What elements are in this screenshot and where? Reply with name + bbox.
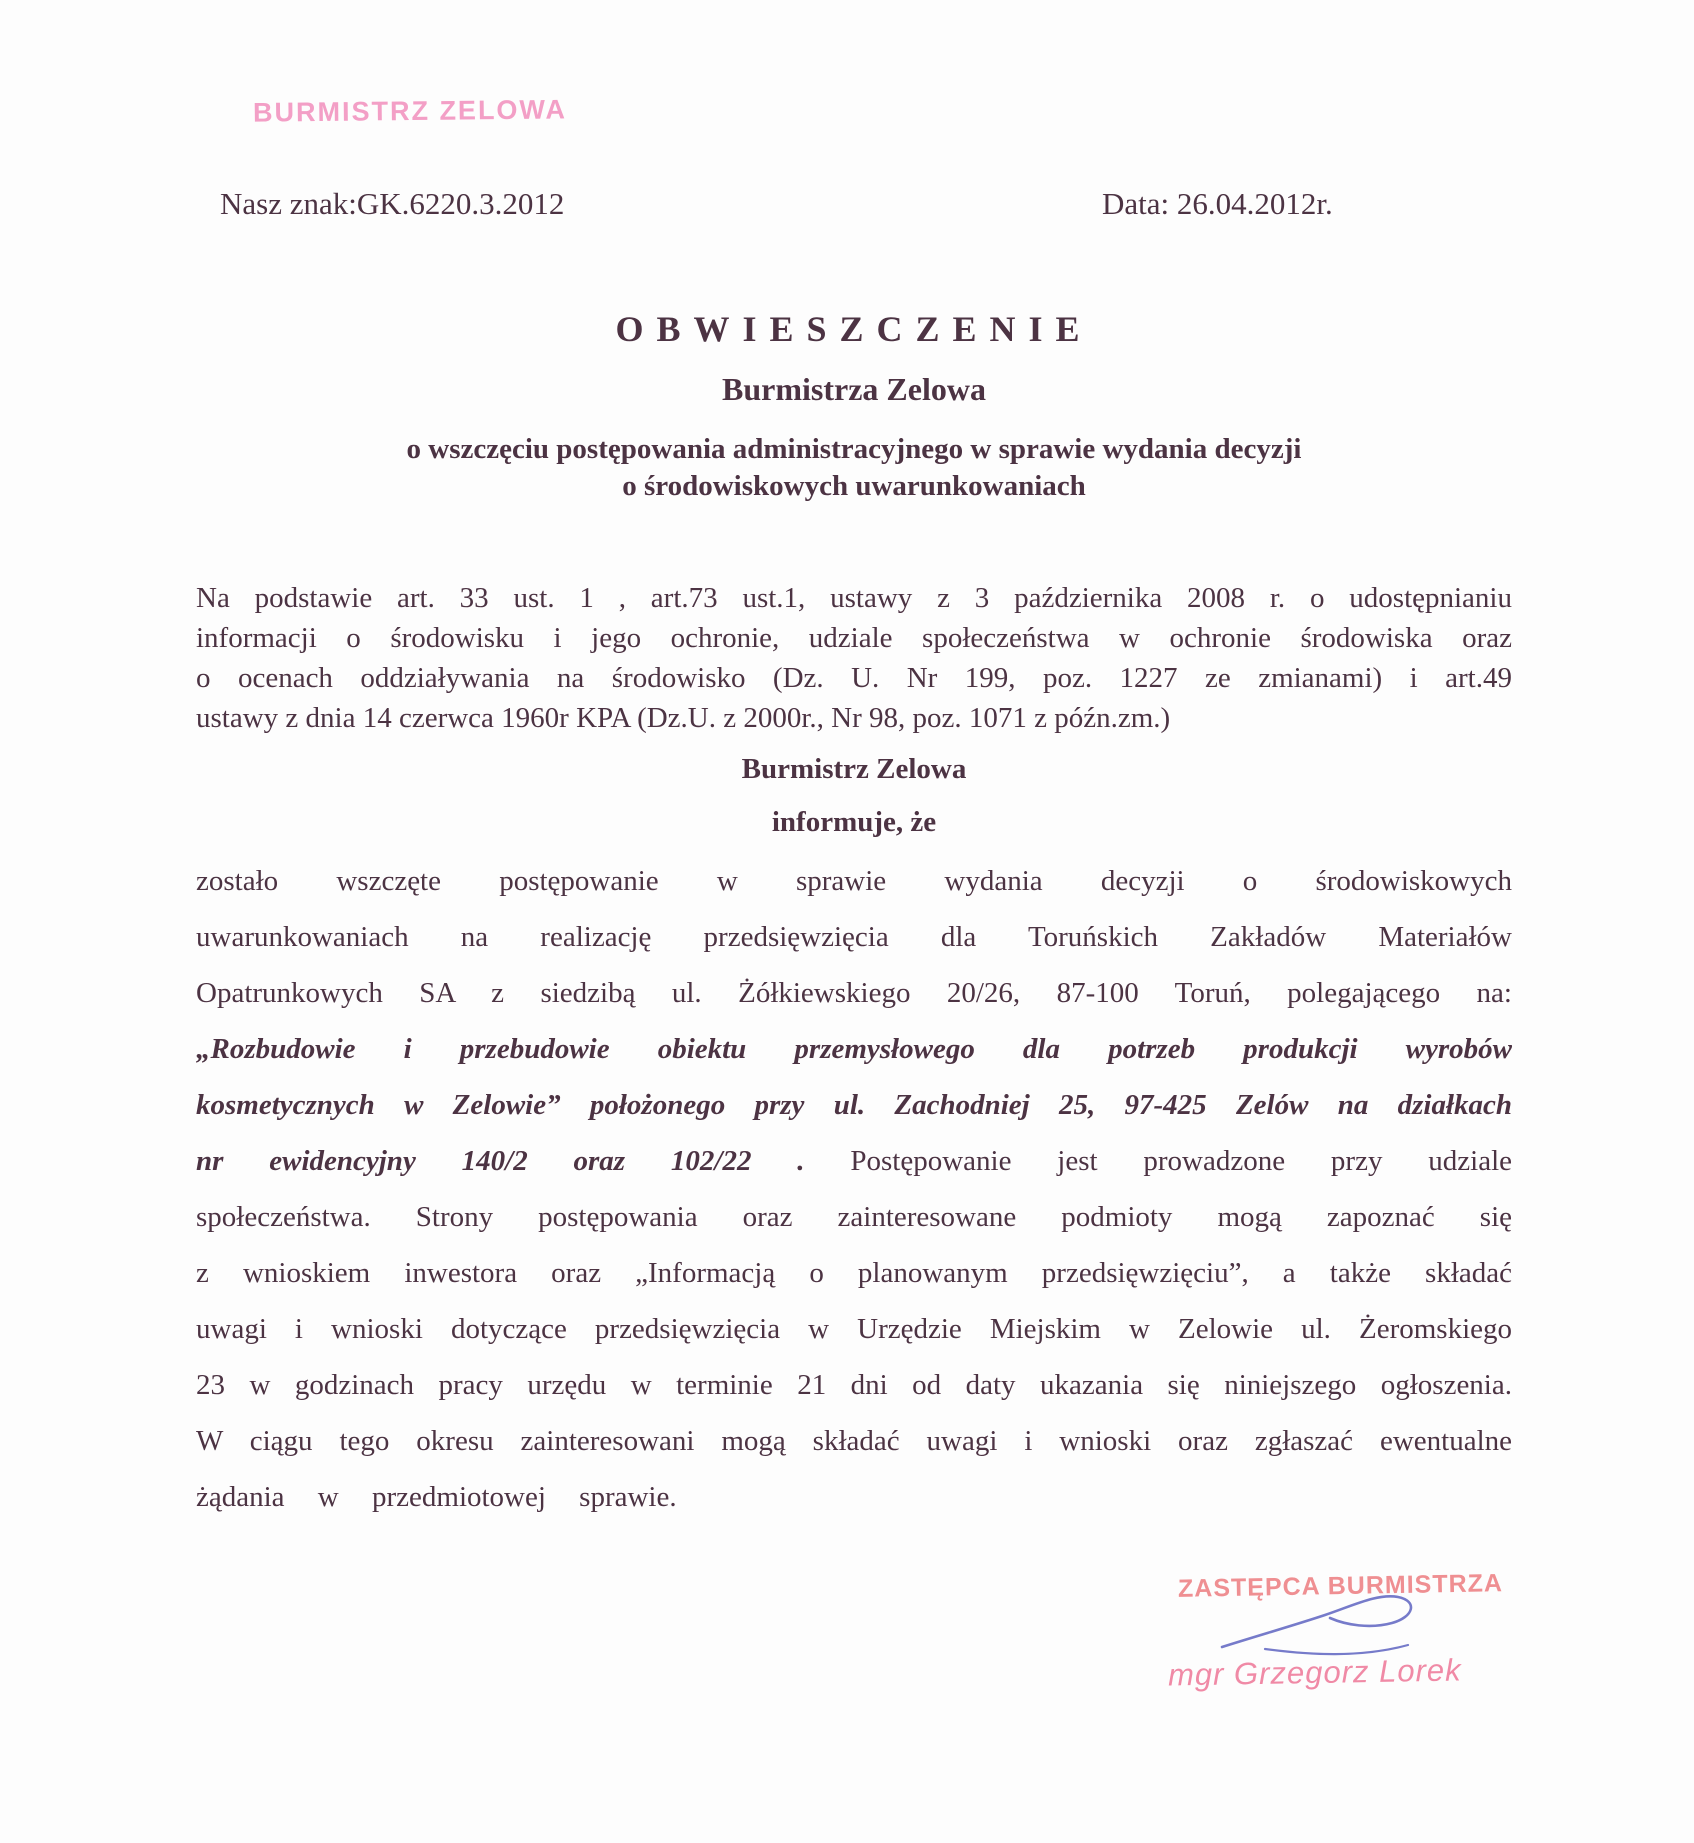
body-line: [196, 1469, 1512, 1525]
body-text-segment: o ocenach oddziaływania na środowisko (Dz. U. Nr 199, poz. 1227 ze zmianami) i art.49: [196, 662, 1512, 694]
legal-line: [196, 698, 1512, 738]
body-text-segment: Opatrunkowych SA z siedzibą ul. Żółkiewskiego 20/26, 87-100 Toruń, polegającego na:: [196, 977, 1512, 1009]
signer-name-stamp: mgr Grzegorz Lorek: [1167, 1652, 1462, 1693]
body-text-segment: W ciągu tego okresu zainteresowani mogą składać uwagi i wnioski oraz zgłaszać ewentualne: [196, 1425, 1512, 1457]
body-text-segment: z wnioskiem inwestora oraz „Informacją o planowanym przedsięwzięciu”, a także składać: [196, 1257, 1512, 1289]
legal-line: [196, 658, 1512, 698]
body-line: [196, 853, 1512, 909]
body-paragraph: [196, 853, 1512, 1525]
informs-heading: informuje, że: [771, 806, 937, 838]
body-line: [196, 1413, 1512, 1469]
document-title: OBWIESZCZENIE: [615, 309, 1093, 349]
body-text-segment: ustawy z dnia 14 czerwca 1960r KPA (Dz.U. z 2000r., Nr 98, poz. 1071 z późn.zm.): [196, 702, 1171, 734]
body-line: [196, 909, 1512, 965]
body-text-segment: 23 w godzinach pracy urzędu w terminie 21 dni od daty ukazania się niniejszego ogłoszenia.: [196, 1369, 1512, 1401]
body-text-segment: Na podstawie art. 33 ust. 1 , art.73 ust.1, ustawy z 3 października 2008 r. o udostępnianiu: [196, 582, 1512, 614]
body-text-segment: zostało wszczęte postępowanie w sprawie wydania decyzji o środowiskowych: [196, 865, 1512, 897]
body-line: [196, 1357, 1512, 1413]
body-text-segment: uwagi i wnioski dotyczące przedsięwzięcia w Urzędzie Miejskim w Zelowie ul. Żeromskiego: [196, 1313, 1512, 1345]
document-subtitle: Burmistrza Zelowa: [722, 371, 986, 407]
project-name-emphasis: kosmetycznych w Zelowie” położonego przy ul. Zachodniej 25, 97-425 Zelów na działkach: [196, 1089, 1512, 1121]
deputy-mayor-stamp: ZASTĘPCA BURMISTRZA: [1177, 1569, 1504, 1603]
reference-number: Nasz znak:GK.6220.3.2012: [220, 186, 565, 221]
document-date: Data: 26.04.2012r.: [1102, 186, 1333, 221]
body-line: [196, 1189, 1512, 1245]
legal-line: [196, 618, 1512, 658]
body-text-segment: Postępowanie jest prowadzone przy udziale: [804, 1145, 1512, 1177]
project-name-emphasis: nr ewidencyjny 140/2 oraz 102/22 .: [196, 1145, 805, 1177]
mayor-ink-stamp: BURMISTRZ ZELOWA: [252, 94, 568, 128]
project-name-emphasis: „Rozbudowie i przebudowie obiektu przemysłowego dla potrzeb produkcji wyrobów: [196, 1033, 1512, 1065]
body-line: [196, 1077, 1512, 1133]
body-text-segment: uwarunkowaniach na realizację przedsięwzięcia dla Toruńskich Zakładów Materiałów: [196, 921, 1512, 953]
body-line: [196, 1245, 1512, 1301]
body-text-segment: społeczeństwa. Strony postępowania oraz zainteresowane podmioty mogą zapoznać się: [196, 1201, 1512, 1233]
body-line: [196, 1133, 1512, 1189]
legal-line: [196, 578, 1512, 618]
subject-line-1: o wszczęciu postępowania administracyjnego w sprawie wydania decyzji: [406, 433, 1302, 465]
subject-line-2: o środowiskowych uwarunkowaniach: [622, 470, 1086, 502]
body-line: [196, 1021, 1512, 1077]
body-line: [196, 965, 1512, 1021]
issuer-heading: Burmistrz Zelowa: [741, 753, 967, 785]
body-text-segment: informacji o środowisku i jego ochronie, udziale społeczeństwa w ochronie środowiska oraz: [196, 622, 1512, 654]
body-text-segment: żądania w przedmiotowej sprawie.: [196, 1481, 677, 1513]
legal-basis-paragraph: [196, 578, 1512, 738]
body-line: [196, 1301, 1512, 1357]
